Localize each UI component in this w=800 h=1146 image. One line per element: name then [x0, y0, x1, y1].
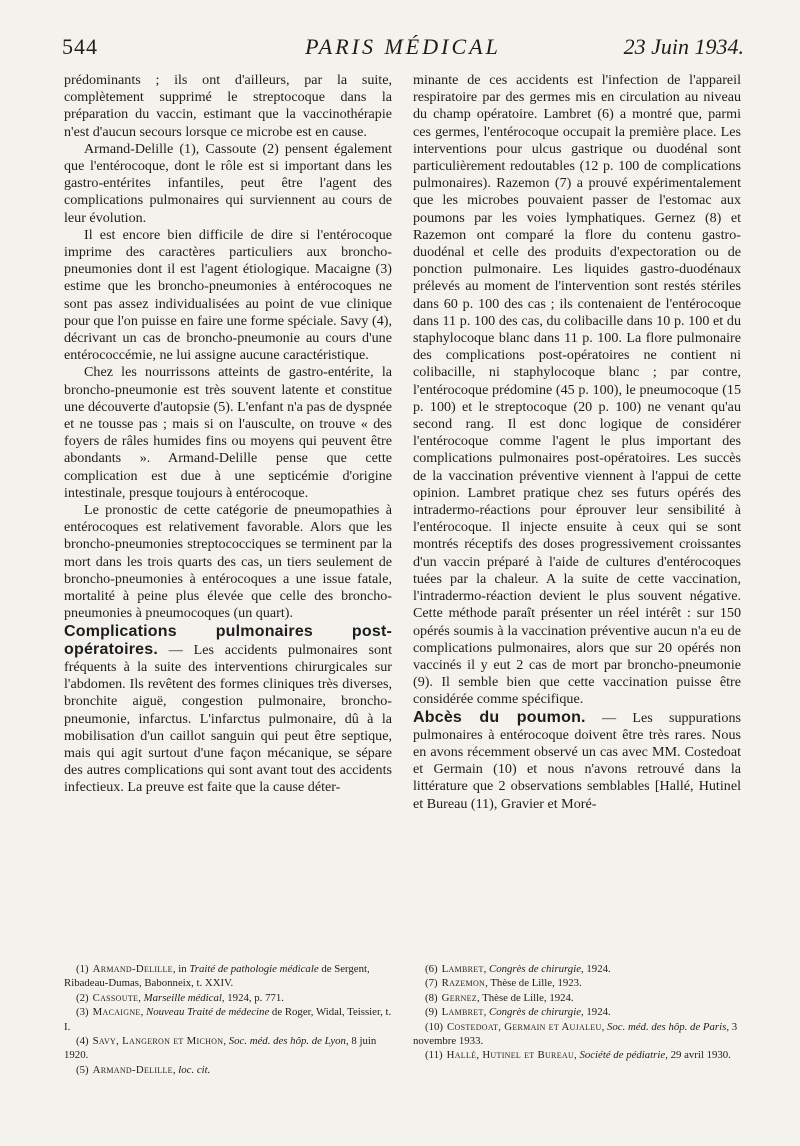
footnote [413, 962, 743, 976]
footnote-text: , [223, 1035, 229, 1048]
footnote [413, 1005, 743, 1019]
footnote-text: , [140, 1006, 146, 1019]
paragraph: prédominants ; ils ont d'ailleurs, par la suite, complètement supprimé le streptocoque dans la préparation du vaccin, estimant que la vaccinothérapie n'est d'aucun secours lorsque ce microbe est en cause. [64, 72, 392, 140]
footnote-rest: , 29 avril 1930. [665, 1049, 731, 1062]
footnotes-right [413, 962, 743, 1063]
footnote-text: , [601, 1020, 607, 1033]
footnote-text: , [574, 1049, 580, 1062]
footnote-title: Traité de pathologie médicale [189, 963, 319, 975]
footnote [64, 1063, 394, 1077]
footnote-number: (10) [425, 1020, 443, 1033]
paragraph: Le pronostic de cette catégorie de pneumopathies à entérocoques est relativement favorable. Alors que les broncho-pneumonies streptococciques se terminent par la mort dans les trois quarts des cas, un tiers seulement de broncho-pneumonies à entérocoques a une issue fatale, mortalité à peine plus élevée que celle des broncho-pneumonies à pneumocoques (un quart). [64, 502, 392, 622]
footnote-number: (5) [76, 1063, 89, 1076]
footnote-number: (4) [76, 1035, 89, 1048]
footnotes-left [64, 962, 394, 1077]
footnote-text: , [483, 1006, 490, 1019]
page-number: 544 [62, 34, 98, 59]
footnote-rest: de Sergent, Ribadeau-Dumas, Babonneix, t. XXIV. [64, 963, 370, 990]
footnote-rest: , 1924. [581, 1006, 611, 1019]
footnote-rest: de Roger, Widal, Teissier, t. I. [64, 1006, 392, 1033]
footnote-title: loc. cit. [178, 1063, 211, 1076]
footnote-author: Macaigne [92, 1006, 141, 1019]
footnote-author: Armand-Delille [92, 1063, 173, 1076]
footnote-number: (11) [425, 1049, 443, 1062]
footnote-number: (6) [425, 963, 438, 975]
footnote-author: Gernez [441, 991, 477, 1004]
footnote-rest: , 8 juin 1920. [64, 1035, 377, 1062]
footnote-number: (2) [76, 991, 89, 1004]
issue-date: 23 Juin 1934. [623, 34, 744, 59]
paragraph-text: — Les accidents pulmonaires sont fréquents à la suite des interventions chirurgicales sur l'abdomen. Ils revêtent des formes cliniques très diverses, bronchite aiguë, congestion pulmonaire, broncho-pneumonie, infarctus. L'infarctus pulmonaire, dû à la mobilisation d'un caillot sanguin qui peut être septique, mais qui agit surtout d'une façon mécanique, se sépare des autres complications qui sont avant tout des accidents infectieux. La preuve est faite que la cause déter- [64, 641, 392, 796]
footnote-number: (3) [76, 1006, 89, 1019]
footnote-text: , in [172, 963, 190, 975]
paragraph: Il est encore bien difficile de dire si l'entérocoque imprime des caractères particuliers aux broncho-pneumonies dont il est l'agent étiologique. Macaigne (3) estime que les broncho-pneumonies à entérocoques ne sont pas assez individualisées au point de vue clinique pour que l'on puisse en faire une forme spéciale. Savy (4), décrivant un cas de broncho-pneumonie au cours d'une entérococcémie, ne lui assigne aucune caractéristique. [64, 226, 392, 364]
footnote-number: (7) [425, 977, 438, 990]
section-heading-postop: Complications pulmonaires post-opératoires. [64, 622, 392, 658]
footnote [64, 991, 394, 1005]
footnote-text: , [172, 1063, 179, 1076]
paragraph-text: — Les suppurations pulmonaires à entérocoque doivent être très rares. Nous en avons récemment observé un cas avec MM. Costedoat et Germain (10) et nous n'avons retrouvé dans la littérature que 2 observations semblables [Hallé, Hutinel et Bureau (11), Gravier et Moré- [413, 709, 741, 812]
footnote-author: Costedoat, Germain et Aujaleu [447, 1020, 602, 1033]
paragraph: Armand-Delille (1), Cassoute (2) pensent également que l'entérocoque, dont le rôle est si important dans les gastro-entérites infantiles, peut être l'agent des complications pulmonaires qui surviennent au cours de leur évolution. [64, 140, 392, 226]
page-header [62, 30, 744, 66]
right-column [413, 72, 741, 813]
footnote-title: Soc. méd. des hôp. de Paris [606, 1020, 727, 1033]
footnote-text: , [138, 991, 144, 1004]
footnote-rest: , 1924. [581, 963, 611, 975]
footnote [413, 991, 743, 1005]
left-column [64, 72, 392, 797]
footnote-number: (8) [425, 991, 438, 1004]
footnote-text: , Thèse de Lille, 1923. [485, 977, 582, 990]
footnote-title: Marseille médical [143, 991, 222, 1004]
footnote-author: Savy, Langeron et Michon [92, 1035, 224, 1048]
footnote-author: Armand-Delille [92, 963, 173, 975]
footnote-author: Lambret [441, 1006, 484, 1019]
footnote-title: Nouveau Traité de médecine [146, 1006, 270, 1019]
footnote-title: Congrès de chirurgie [489, 963, 581, 975]
footnote-author: Hallé, Hutinel et Bureau [446, 1049, 575, 1062]
paragraph: Chez les nourrissons atteints de gastro-entérite, la broncho-pneumonie est très souvent latente et constitue une découverte d'autopsie (5). L'enfant n'a pas de dyspnée et ne tousse pas ; mais si on l'ausculte, on trouve « des foyers de râles humides fins ou moyens qui peuvent être abondants ». Armand-Delille pense que cette complication est due à une septicémie d'origine intestinale, presque toujours à entérocoque. [64, 364, 392, 501]
footnote-rest: , 3 novembre 1933. [413, 1020, 738, 1048]
footnote-author: Lambret [441, 963, 484, 975]
footnote-title: Congrès de chirurgie [489, 1006, 581, 1019]
footnote [413, 976, 743, 990]
footnote-author: Razemon [441, 977, 486, 990]
footnote-title: Société de pédiatrie [579, 1049, 666, 1062]
journal-title: PARIS MÉDICAL [305, 34, 501, 59]
footnote [64, 962, 394, 991]
footnote-number: (9) [425, 1006, 438, 1019]
section-heading-abces: Abcès du poumon. [413, 708, 586, 726]
footnote-text: , Thèse de Lille, 1924. [476, 991, 574, 1004]
paragraph: minante de ces accidents est l'infection de l'appareil respiratoire par des germes mis en circulation au niveau du champ opératoire. Lambret (6) a montré que, parmi ces germes, l'entérocoque occupait la première place. Les interventions pour ulcus gastrique ou duodénal sont particulièrement redoutables (12 p. 100 de complications pulmonaires). Razemon (7) a prouvé expérimentalement que les microbes pouvaient passer de l'estomac aux poumons par les voies lymphatiques. Gernez (8) et Razemon ont comparé la flore du contenu gastro-duodénal et celle des produits d'expectoration ou de ponction pulmonaire. Les liquides gastro-duodénaux prélevés au moment de l'intervention sont restés stériles dans 60 p. 100 des cas ; ils contenaient de l'entérocoque dans 11 p. 100 des cas, du colibacille dans 10 p. 100 et du staphylocoque blanc dans 11 p. 100. La flore pulmonaire des complications post-opératoires ne contient ni colibacille, ni staphylocoque blanc ; par contre, l'entérocoque prédomine (45 p. 100), le pneumocoque (15 p. 100) et le streptocoque (20 p. 100) ne venant qu'au second rang. Il est donc logique de considérer l'entérocoque comme l'agent le plus important des complications pulmonaires post-opératoires. Les succès de la vaccination préventive viennent à l'appui de cette opinion. Lambret pratique chez ses futurs opérés des intradermo-réactions pour éprouver leur sensibilité à l'entérocoque. Il injecte ensuite à ceux qui se sont montrés réceptifs des doses progressivement croissantes d'un vaccin préparé à l'aide de cultures d'entérocoques tuées par la chaleur. A la suite de cette vaccination, l'intradermo-réaction devient le plus souvent négative. Cette méthode paraît présenter un réel intérêt : sur 150 opérés soumis à la vaccination préventive aucun n'a eu de complications pulmonaires, alors que sur 20 opérés non vaccinés il y eut 2 cas de mort par broncho-pneumonie (9). Il semble bien que cette vaccination puisse être considérée comme spécifique. [413, 72, 741, 708]
footnote [64, 1034, 394, 1063]
footnote [413, 1048, 743, 1062]
footnote [64, 1005, 394, 1034]
footnote-number: (1) [76, 963, 89, 975]
footnote [413, 1020, 743, 1049]
footnote-text: , [483, 963, 490, 975]
footnote-author: Cassoute [92, 991, 139, 1004]
footnote-title: Soc. méd. des hôp. de Lyon [228, 1035, 346, 1048]
footnote-rest: , 1924, p. 771. [221, 991, 284, 1004]
